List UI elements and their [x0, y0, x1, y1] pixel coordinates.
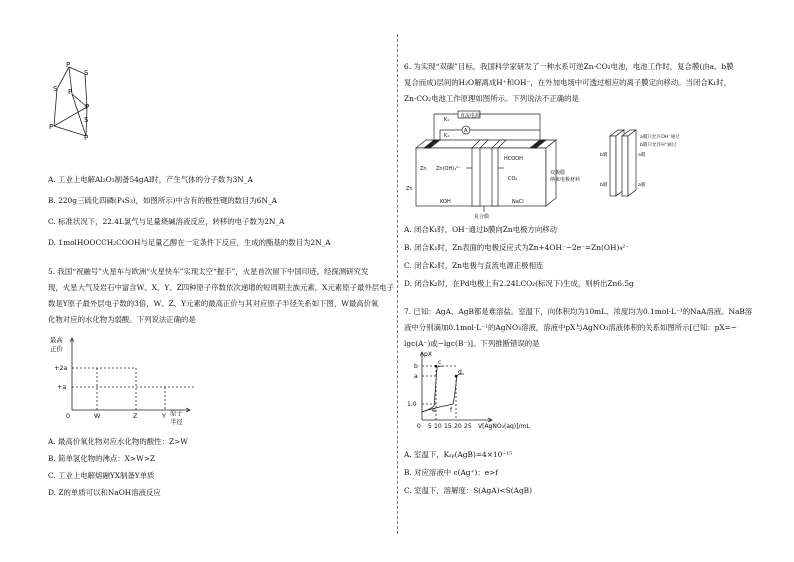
q4-option-a: A. 工业上电解Al₂O₃制备54gAl时，产生气体的分子数为3N_A [48, 175, 253, 184]
atom-label: S [84, 116, 89, 124]
koh-label: KOH [440, 199, 451, 205]
q5-option-a: A. 最高价氧化物对应水化物的酸性：Z>W [48, 437, 188, 446]
q7-stem-line: 7. 已知：AgA、AgB都是难溶盐。室温下，向体积均为10mL、浓度均为0.1mol·L⁻¹的NaA溶液、NaB溶 [404, 307, 753, 316]
right-label: 双极膜 [550, 170, 566, 176]
point-label: c [438, 359, 442, 366]
q5-stem-line: 现，火星大气及岩石中富含W、X、Y、Z四种原子序数依次递增的短周期主族元素，X元素原子最外层电子 [48, 283, 394, 292]
q7-option-b: B. 对应溶液中 c(Ag⁺)：e>f [404, 468, 499, 477]
q5-stem-line: 化物对应的水化物为弱酸。下列说法正确的是 [48, 315, 196, 324]
supply-label: 直流电源 [460, 113, 481, 119]
ammeter-label: A [464, 128, 468, 134]
q5-stem-line: 5. 我国“祝融号”火星车与欧洲“火星快车”实现太空“握手”，火星首次留下中国印迹。经探测研究发 [48, 267, 369, 276]
q5-stem-line: 数是Y原子最外层电子数的3倍，W、Z、Y元素的最高正价与其对应原子半径关系如下图，W最高价氧 [48, 299, 379, 308]
y-axis-label: 最高 [50, 336, 63, 344]
q6-stem-line: Zn-CO₂电池工作原理如图所示。下列说法不正确的是 [404, 94, 579, 103]
atom-label: P [68, 88, 73, 96]
y-tick-label: 1.0 [407, 401, 417, 408]
inset-note: b膜只允许H⁺通过 [640, 143, 677, 148]
q6-option-c: C. 闭合K₂时，Zn电极与直流电源正极相连 [404, 261, 544, 270]
y-tick-label: +2a [54, 364, 68, 372]
switch-label: K₁ [444, 117, 450, 123]
zn-inner-label: Zn [420, 166, 427, 172]
zn-label: Zn [406, 186, 413, 192]
column-divider [397, 34, 398, 534]
atom-label: S [84, 69, 89, 77]
point-label: f [450, 407, 453, 414]
q5-option-b: B. 简单氢化物的沸点：X>W>Z [48, 454, 156, 463]
q7-stem-line: lgc(A⁻)或−lgc(B⁻)]。下列推断错误的是 [404, 339, 540, 348]
switch-label: K₂ [444, 133, 450, 139]
x-tick-label: Y [162, 412, 166, 420]
x-tick-label: 10 [434, 423, 442, 430]
q7-option-a: A. 室温下，Kₛₚ(AgB)=4×10⁻¹⁵ [404, 450, 513, 459]
q6-option-d: D. 闭合K₂时，在Pd电极上有2.24LCO₂(标况下)生成，则析出Zn6.5g [404, 279, 634, 288]
nacl-label: NaCl [512, 199, 524, 205]
x-axis-label: 半径 [170, 418, 183, 426]
x-tick-label: 5 [428, 423, 432, 430]
right-label: 纳米电极材料 [550, 177, 581, 183]
y-axis-label: pX [424, 351, 432, 358]
q7-option-c: C. 室温下，溶解度：S(AgA)<S(AgB) [404, 486, 532, 495]
co2-label: CO₂ [508, 176, 518, 182]
inset-note: a膜只允许OH⁻通过 [640, 135, 680, 140]
znoh-label: Zn(OH)₄²⁻ [436, 166, 461, 172]
x-axis-label: 原子 [170, 409, 183, 417]
atom-label: S [53, 85, 58, 93]
q5-chart [40, 330, 200, 428]
inset-label: a膜 [638, 153, 646, 158]
q6-stem-line: 6. 为实现“双碳”目标，我国科学家研发了一种水系可逆Zn-CO₂电池，电池工作时，复合膜(由a、b膜 [404, 62, 734, 71]
atom-label: P [85, 103, 90, 111]
x-tick-label: Z [133, 412, 138, 420]
hcooh-label: HCOOH [504, 156, 523, 162]
atom-label: P [84, 134, 89, 142]
x-tick-label: 15 [444, 423, 452, 430]
q4-option-d: D. 1molHOOCCH₂COOH与足量乙醇在一定条件下反应，生成的酯基的数目为2N_A [48, 238, 331, 247]
q6-stem-line: 复合而成)层间的H₂O解离成H⁺和OH⁻，在外加电场中可透过相应的离子膜定向移动。当闭合K₁时， [404, 78, 732, 87]
q6-option-a: A. 闭合K₁时，OH⁻通过b膜向Zn电极方向移动 [404, 225, 558, 234]
p4s3-structure [40, 58, 100, 148]
point-label: e [432, 407, 436, 414]
q4-option-c: C. 标准状况下，22.4L氯气与足量烧碱溶液反应，转移的电子数为2N_A [48, 217, 285, 226]
y-tick-label: +a [57, 383, 67, 391]
origin-label: 0 [417, 423, 421, 430]
y-axis-label: 正价 [50, 345, 63, 353]
point-label: d [458, 369, 462, 376]
x-axis-label: V[AgNO₃(aq)]/mL [478, 423, 530, 430]
inset-label: b膜 [600, 153, 608, 158]
origin-label: 0 [66, 412, 71, 420]
q6-membrane-inset [600, 126, 700, 202]
inset-label: a膜 [638, 183, 646, 188]
atom-label: P [49, 123, 54, 131]
x-tick-label: 20 [454, 423, 462, 430]
atom-label: P [66, 61, 71, 69]
q5-option-d: D. Z的单质可以和NaOH溶液反应 [48, 488, 161, 497]
x-tick-label: 25 [464, 423, 472, 430]
q7-stem-line: 液中分别滴加0.1mol·L⁻¹的AgNO₃溶液，溶液中pX与AgNO₃溶液体积的关系如图所示[已知：pX=− [404, 323, 738, 332]
q6-battery-figure [400, 108, 580, 220]
q7-titration-chart [400, 348, 550, 434]
inset-label: b膜 [600, 183, 608, 188]
y-tick-label: b [414, 363, 418, 370]
x-tick-label: W [94, 412, 101, 420]
membrane-label: 复合膜 [474, 214, 490, 220]
q4-option-b: B. 220g三硫化四磷(P₄S₃)，如图所示)中含有的极性键的数目为6N_A [48, 196, 277, 205]
q5-option-c: C. 工业上电解熔融YX制备Y单质 [48, 471, 155, 480]
q6-option-b: B. 闭合K₁时，Zn表面的电极反应式为Zn+4OH⁻−2e⁻=Zn(OH)₄²⁻ [404, 243, 630, 252]
y-tick-label: a [414, 373, 418, 380]
